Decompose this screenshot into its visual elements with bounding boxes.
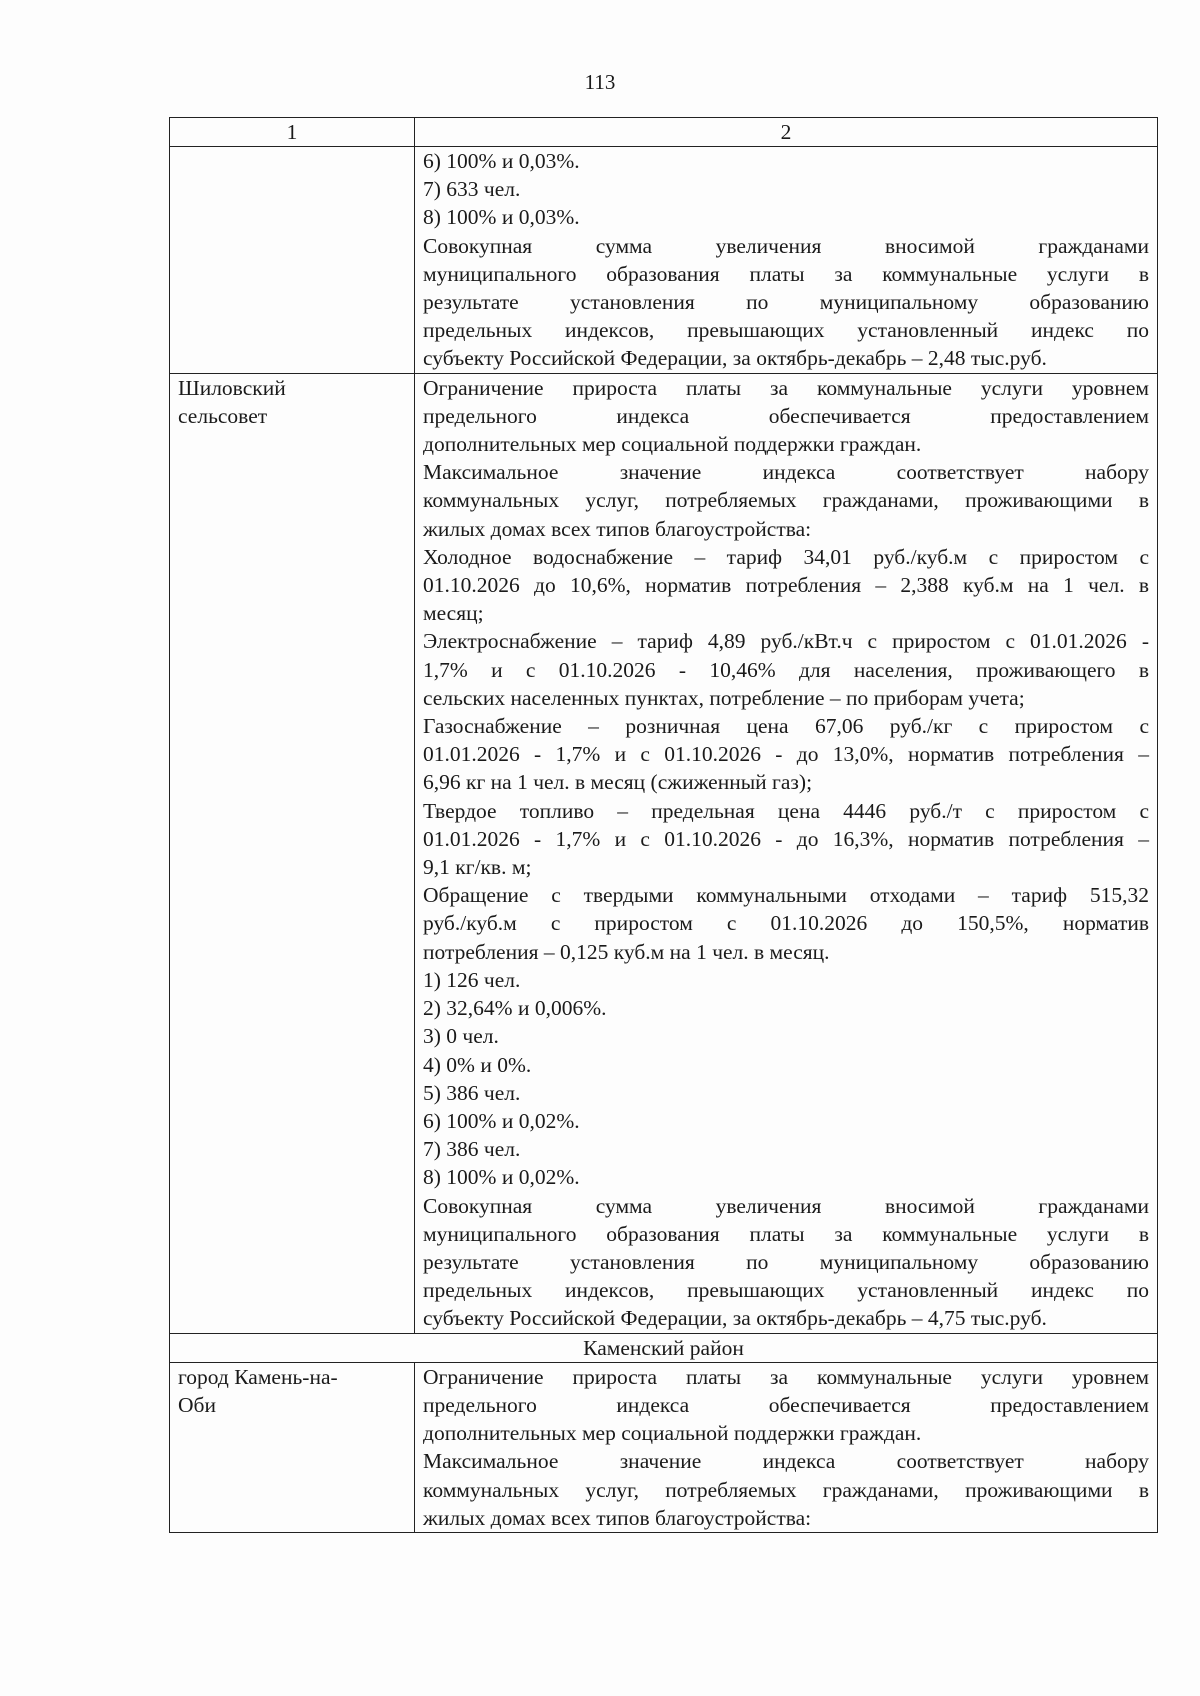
text-line: жилых домах всех типов благоустройства: (423, 1505, 812, 1530)
text-line: 9,1 кг/кв. м; (423, 855, 532, 880)
text-line: 3) 0 чел. (423, 1024, 499, 1049)
text-line: коммунальных услуг, потребляемых гражданами, проживающими в (423, 488, 1149, 513)
text-line: сельских населенных пунктах, потребление – по приборам учета; (423, 685, 1025, 710)
text-line: субъекту Российской Федерации, за октябрь-декабрь – 2,48 тыс.руб. (423, 346, 1047, 371)
text-line: 5) 386 чел. (423, 1080, 521, 1105)
text-line: Обращение с твердыми коммунальными отходами – тариф 515,32 (423, 883, 1149, 908)
text-line: предельного индекса обеспечивается предоставлением (423, 1392, 1149, 1417)
text-line: дополнительных мер социальной поддержки граждан. (423, 1421, 922, 1446)
text-line: Совокупная сумма увеличения вносимой гражданами (423, 1193, 1149, 1218)
text-line: месяц; (423, 601, 484, 626)
text-line: Холодное водоснабжение – тариф 34,01 руб./куб.м с приростом с (423, 544, 1149, 569)
text-line: 4) 0% и 0%. (423, 1052, 532, 1077)
text-line: Совокупная сумма увеличения вносимой гражданами (423, 233, 1149, 258)
text-line: Оби (178, 1392, 216, 1417)
text-line: 7) 633 чел. (423, 177, 521, 202)
text-line: потребления – 0,125 куб.м на 1 чел. в месяц. (423, 939, 830, 964)
text-line: результате установления по муниципальному образованию (423, 290, 1149, 315)
text-line: муниципального образования платы за коммунальные услуги в (423, 1221, 1149, 1246)
text-line: предельных индексов, превышающих установленный индекс по (423, 1278, 1149, 1303)
header-cell-2: 2 (415, 118, 1158, 147)
text-line: результате установления по муниципальному образованию (423, 1249, 1149, 1274)
description-cell (415, 1362, 1158, 1532)
text-line: Электроснабжение – тариф 4,89 руб./кВт.ч с приростом с 01.01.2026 - (423, 629, 1149, 654)
text-line: сельсовет (178, 403, 268, 428)
document-table (169, 117, 1158, 1533)
text-line: Ограничение прироста платы за коммунальные услуги уровнем (423, 375, 1149, 400)
text-line: 6,96 кг на 1 чел. в месяц (сжиженный газ); (423, 770, 813, 795)
text-line: Твердое топливо – предельная цена 4446 руб./т с приростом с (423, 798, 1149, 823)
text-line: 6) 100% и 0,03%. (423, 149, 580, 173)
text-line: 01.10.2026 до 10,6%, норматив потребления – 2,388 куб.м на 1 чел. в (423, 573, 1149, 598)
text-line: 01.01.2026 - 1,7% и с 01.10.2026 - до 13,0%, норматив потребления – (423, 742, 1149, 767)
text-line: 1) 126 чел. (423, 967, 521, 992)
region-row (170, 1333, 1158, 1362)
description-cell (415, 373, 1158, 1333)
text-line: 7) 386 чел. (423, 1137, 521, 1162)
table-row (170, 147, 1158, 374)
description-cell (415, 147, 1158, 374)
text-line: предельного индекса обеспечивается предоставлением (423, 403, 1149, 428)
text-line: 6) 100% и 0,02%. (423, 1108, 580, 1133)
text-line: 2) 32,64% и 0,006%. (423, 996, 607, 1021)
text-line: 8) 100% и 0,03%. (423, 205, 580, 230)
text-line: предельных индексов, превышающих установленный индекс по (423, 318, 1149, 343)
text-line: город Камень-на- (178, 1364, 338, 1389)
text-line: 01.01.2026 - 1,7% и с 01.10.2026 - до 16,3%, норматив потребления – (423, 826, 1149, 851)
text-line: субъекту Российской Федерации, за октябрь-декабрь – 4,75 тыс.руб. (423, 1306, 1047, 1331)
text-line: муниципального образования платы за коммунальные услуги в (423, 261, 1149, 286)
text-line: 8) 100% и 0,02%. (423, 1165, 580, 1190)
text-line: Максимальное значение индекса соответствует набору (423, 460, 1149, 485)
municipality-cell (170, 147, 415, 374)
text-line: Максимальное значение индекса соответствует набору (423, 1449, 1149, 1474)
municipality-cell (170, 373, 415, 1333)
text-line: жилых домах всех типов благоустройства: (423, 516, 812, 541)
text-line: Ограничение прироста платы за коммунальные услуги уровнем (423, 1364, 1149, 1389)
table-row (170, 373, 1158, 1333)
page-number: 113 (584, 70, 616, 94)
table-header-row (170, 118, 1158, 147)
text-line: Газоснабжение – розничная цена 67,06 руб./кг с приростом с (423, 714, 1149, 739)
text-line: коммунальных услуг, потребляемых гражданами, проживающими в (423, 1477, 1149, 1502)
header-cell-1: 1 (170, 118, 415, 147)
text-line: руб./куб.м с приростом с 01.10.2026 до 150,5%, норматив (423, 911, 1149, 936)
text-line: Шиловский (178, 375, 286, 400)
text-line: дополнительных мер социальной поддержки граждан. (423, 432, 922, 457)
table-row (170, 1362, 1158, 1532)
text-line: 1,7% и с 01.10.2026 - 10,46% для населения, проживающего в (423, 657, 1149, 682)
municipality-cell (170, 1362, 415, 1532)
region-heading: Каменский район (170, 1333, 1158, 1362)
